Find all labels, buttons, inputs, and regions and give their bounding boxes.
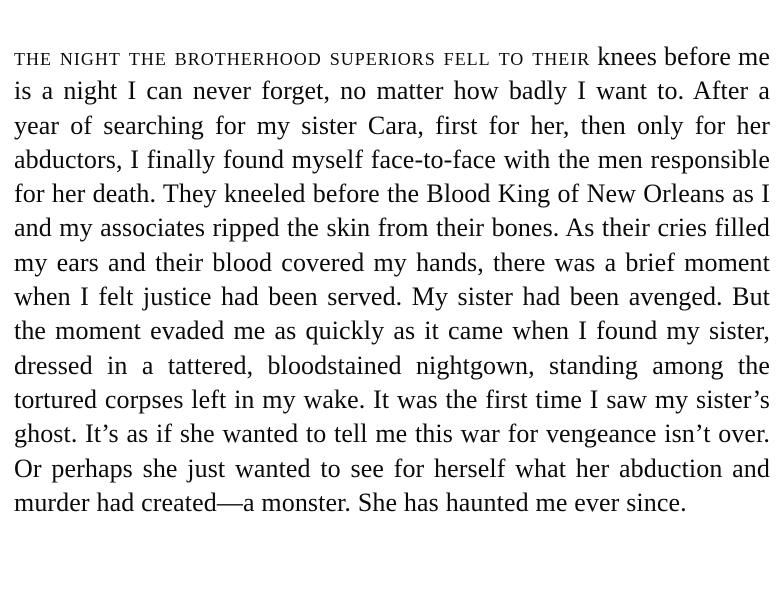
paragraph-body-text: knees before me is a night I can never forget, no matter how badly I want to. After a year of searching for my sister Cara, first for her, then only for her abductors, I finally found myself face-to-face with the men responsible for her death. They kneeled before the Blood King of New Orleans as I and my associates ripped the skin from their bones. As their cries filled my ears and their blood covered my hands, there was a brief moment when I felt justice had been served. My sister had been avenged. But the moment evaded me as quickly as it came when I found my sister, dressed in a tattered, bloodstained nightgown, standing among the tortured corpses left in my wake. It was the first time I saw my sister’s ghost. It’s as if she wanted to tell me this war for vengeance isn’t over. Or perhaps she just wanted to see for herself what her abduction and murder had created—a monster. She has haunted me ever since. [14, 42, 770, 517]
body-paragraph [14, 40, 770, 520]
opening-small-caps-line: the night the brotherhood superiors fell to their [14, 42, 591, 71]
